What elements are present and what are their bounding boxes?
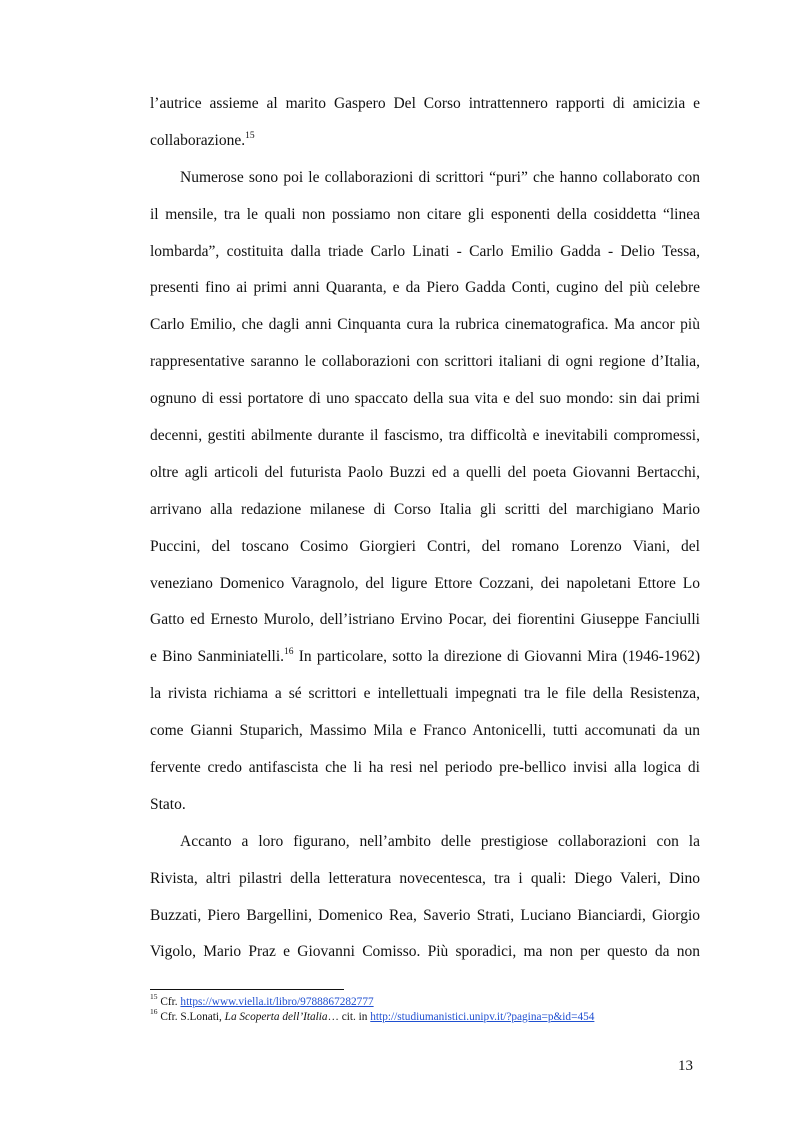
text-line	[150, 529, 700, 566]
line-text: lombarda”, costituita dalla triade Carlo Linati - Carlo Emilio Gadda - Delio Tessa,	[150, 242, 700, 260]
footnote-link[interactable]: http://studiumanistici.unipv.it/?pagina=p&id=454	[370, 1011, 595, 1023]
text-line	[150, 381, 700, 418]
text-line	[150, 86, 700, 123]
line-text: Rivista, altri pilastri della letteratura novecentesca, tra i quali: Diego Valeri, Dino	[150, 869, 700, 887]
line-text: la rivista richiama a sé scrittori e intellettuali impegnati tra le file della Resistenza,	[150, 685, 700, 703]
footnote-ref: 16	[284, 647, 294, 658]
footnote-link[interactable]: https://www.viella.it/libro/9788867282777	[180, 996, 374, 1008]
footnote-title: La Scoperta dell’Italia	[224, 1011, 328, 1023]
line-text: veneziano Domenico Varagnolo, del ligure Ettore Cozzani, dei napoletani Ettore Lo	[150, 574, 700, 592]
text-line	[150, 676, 700, 713]
line-text: oltre agli articoli del futurista Paolo Buzzi ed a quelli del poeta Giovanni Bertacchi,	[150, 463, 700, 481]
line-text: presenti fino ai primi anni Quaranta, e da Piero Gadda Conti, cugino del più celebre	[150, 279, 700, 297]
line-text: Accanto a loro figurano, nell’ambito delle prestigiose collaborazioni con la	[180, 832, 700, 850]
footnote-number: 16	[150, 1007, 158, 1017]
footnote-prefix: Cfr. S.Lonati,	[157, 1011, 225, 1023]
text-line	[150, 307, 700, 344]
footnote-prefix: Cfr.	[157, 996, 181, 1008]
text-line	[150, 123, 700, 160]
body-text	[150, 86, 700, 971]
text-line	[150, 160, 700, 197]
footnote-number: 15	[150, 992, 158, 1002]
text-line	[150, 418, 700, 455]
line-text: Vigolo, Mario Praz e Giovanni Comisso. Più sporadici, ma non per questo da non	[150, 943, 700, 961]
line-text: Carlo Emilio, che dagli anni Cinquanta cura la rubrica cinematografica. Ma ancor più	[150, 316, 700, 334]
line-text-continued: In particolare, sotto la direzione di Giovanni Mira (1946-1962)	[293, 648, 700, 666]
line-text: collaborazione.	[150, 131, 246, 149]
line-text: Buzzati, Piero Bargellini, Domenico Rea, Saverio Strati, Luciano Bianciardi, Giorgio	[150, 906, 700, 924]
line-text: l’autrice assieme al marito Gaspero Del Corso intrattennero rapporti di amicizia e	[150, 95, 700, 112]
text-line	[150, 861, 700, 898]
text-line	[150, 639, 700, 676]
line-text: Stato.	[150, 795, 186, 813]
text-line	[150, 824, 700, 861]
page-number: 13	[678, 1058, 693, 1074]
text-line	[150, 455, 700, 492]
footnote-ref: 15	[245, 130, 255, 141]
footnote-15	[150, 992, 710, 1010]
text-line	[150, 566, 700, 603]
text-line	[150, 934, 700, 971]
text-line	[150, 344, 700, 381]
text-line	[150, 234, 700, 271]
footnotes	[150, 992, 710, 1025]
text-line	[150, 492, 700, 529]
line-text: rappresentative saranno le collaborazioni con scrittori italiani di ogni regione d’Italia,	[150, 353, 700, 371]
text-line	[150, 787, 700, 824]
line-text: il mensile, tra le quali non possiamo non citare gli esponenti della cosiddetta “linea	[150, 205, 700, 223]
footnote-separator	[150, 989, 344, 990]
line-text: fervente credo antifascista che li ha resi nel periodo pre-bellico invisi alla logica di	[150, 759, 700, 777]
text-line	[150, 713, 700, 750]
text-line	[150, 197, 700, 234]
line-text: ognuno di essi portatore di uno spaccato della sua vita e del suo mondo: sin dai primi	[150, 390, 700, 408]
footnote-16	[150, 1007, 710, 1025]
line-text: Puccini, del toscano Cosimo Giorgieri Contri, del romano Lorenzo Viani, del	[150, 537, 700, 555]
text-line	[150, 270, 700, 307]
line-text: decenni, gestiti abilmente durante il fascismo, tra difficoltà e inevitabili compromessi,	[150, 427, 700, 445]
line-text: e Bino Sanminiatelli.	[150, 648, 285, 666]
text-line	[150, 750, 700, 787]
line-text: come Gianni Stuparich, Massimo Mila e Franco Antonicelli, tutti accomunati da un	[150, 722, 700, 740]
line-text: arrivano alla redazione milanese di Corso Italia gli scritti del marchigiano Mario	[150, 500, 700, 518]
line-text: Gatto ed Ernesto Murolo, dell’istriano Ervino Pocar, dei fiorentini Giuseppe Fanciulli	[150, 611, 700, 629]
text-line	[150, 898, 700, 935]
footnote-mid: … cit. in	[327, 1011, 371, 1023]
text-line	[150, 602, 700, 639]
line-text: Numerose sono poi le collaborazioni di scrittori “puri” che hanno collaborato con	[180, 168, 700, 186]
